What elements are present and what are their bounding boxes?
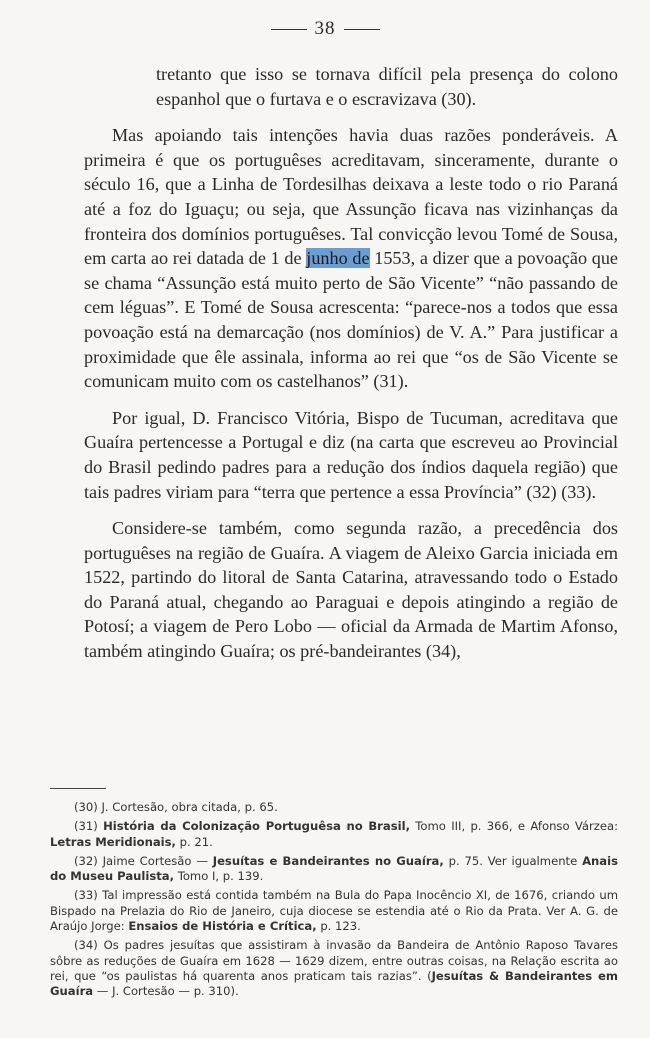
body-text <box>84 62 618 664</box>
footnote-title: Jesuítas & Bandeirantes em Guaíra <box>50 968 618 999</box>
footnote-title: Jesuítas e Bandeirantes no Guaíra, <box>212 853 444 868</box>
footnote-text: — J. Cortesão — p. 310). <box>93 984 239 999</box>
footnote-title: Ensaios de História e Crítica, <box>128 919 317 934</box>
footnote-30 <box>50 800 618 815</box>
header-dash-right <box>344 29 380 30</box>
footnote-text: (32) Jaime Cortesão — <box>74 853 213 868</box>
paragraph-text: tretanto que isso se tornava difícil pela presença do colono espanhol que o furtava e o escravizava (30). <box>156 64 618 109</box>
paragraph-text: Mas apoiando tais intenções havia duas razões ponderáveis. A primeira é que os portuguêses acreditavam, sinceramente, durante o século 16, que a Linha de Tordesilhas deixava a leste todo o rio Paraná até a foz do Iguaçu; ou seja, que Assunção ficava nas vizinhanças da fronteira dos domínios portuguêses. Tal convicção levou Tomé de Sousa, em carta ao rei datada de 1 de <box>84 125 618 269</box>
footnote-title: História da Colonização Portuguêsa no Brasil, <box>103 819 410 834</box>
footnote-text: (34) Os padres jesuítas que assistiram à invasão da Bandeira de Antônio Raposo Tavares sôbre as reduções de Guaíra em 1628 — 1629 dizem, entre outras coisas, na Relação escrita ao rei, que “os paulistas há quarenta anos praticam tais razias”. ( <box>50 938 618 983</box>
footnote-title: Anais do Museu Paulista, <box>50 853 618 884</box>
paragraph-vitoria <box>84 406 618 504</box>
footnote-text: p. 123. <box>316 919 361 934</box>
page-number: 38 <box>314 18 336 39</box>
footnote-text: (33) Tal impressão está contida também na Bula do Papa Inocêncio XI, de 1676, criando um Bispado na Prelazia do Rio de Janeiro, cuja diocese se estendia até o Rio da Prata. Ver A. G. de Araújo Jorge: <box>50 888 618 934</box>
footnote-text: Tomo I, p. 139. <box>174 869 264 884</box>
header-dash-left <box>271 29 307 30</box>
paragraph-continuation <box>156 62 618 111</box>
paragraph-text: Por igual, D. Francisco Vitória, Bispo de Tucuman, acreditava que Guaíra pertencesse a Portugal e diz (na carta que escreveu ao Provincial do Brasil pedindo padres para a redução dos índios daquela região) que tais padres viriam para “terra que pertence a essa Província” (32) (33). <box>84 407 618 502</box>
footnote-34 <box>50 938 618 999</box>
footnote-text: (31) <box>74 819 104 834</box>
paragraph-second-reason <box>84 516 618 664</box>
footnote-text: Tomo III, p. 366, e Afonso Várzea: <box>409 819 618 834</box>
paragraph-two-reasons <box>84 123 618 394</box>
footnote-31 <box>50 819 618 850</box>
footnote-32 <box>50 854 618 885</box>
highlighted-text[interactable]: junho de <box>306 248 370 269</box>
footnote-rule <box>50 788 106 789</box>
footnote-33 <box>50 888 618 934</box>
paragraph-text: 1553, a dizer que a povoação que se chama “Assunção está muito perto de São Vicente” “não passando de cem léguas”. E Tomé de Sousa acrescenta: “parece-nos a todos que essa povoação está na demarcação (nos domínios) de V. A.” Para justificar a proximidade que êle assinala, informa ao rei que “os de São Vicente se comunicam muito com os castelhanos” (31). <box>84 248 618 392</box>
page-header <box>0 18 650 40</box>
footnote-text: p. 75. Ver igualmente <box>443 853 583 868</box>
footnote-title: Letras Meridionais, <box>50 834 176 849</box>
paragraph-text: Considere-se também, como segunda razão, a precedência dos portuguêses na região de Guaíra. A viagem de Aleixo Garcia iniciada em 1522, partindo do litoral de Santa Catarina, atravessando todo o Estado do Paraná atual, chegando ao Paraguai e depois atingindo a região de Potosí; a viagem de Pero Lobo — oficial da Armada de Martim Afonso, também atingindo Guaíra; os pré-bandeirantes (34), <box>84 518 618 662</box>
footnotes <box>50 800 618 1004</box>
footnote-text: (30) J. Cortesão, obra citada, p. 65. <box>74 800 278 814</box>
footnote-text: p. 21. <box>175 834 213 849</box>
